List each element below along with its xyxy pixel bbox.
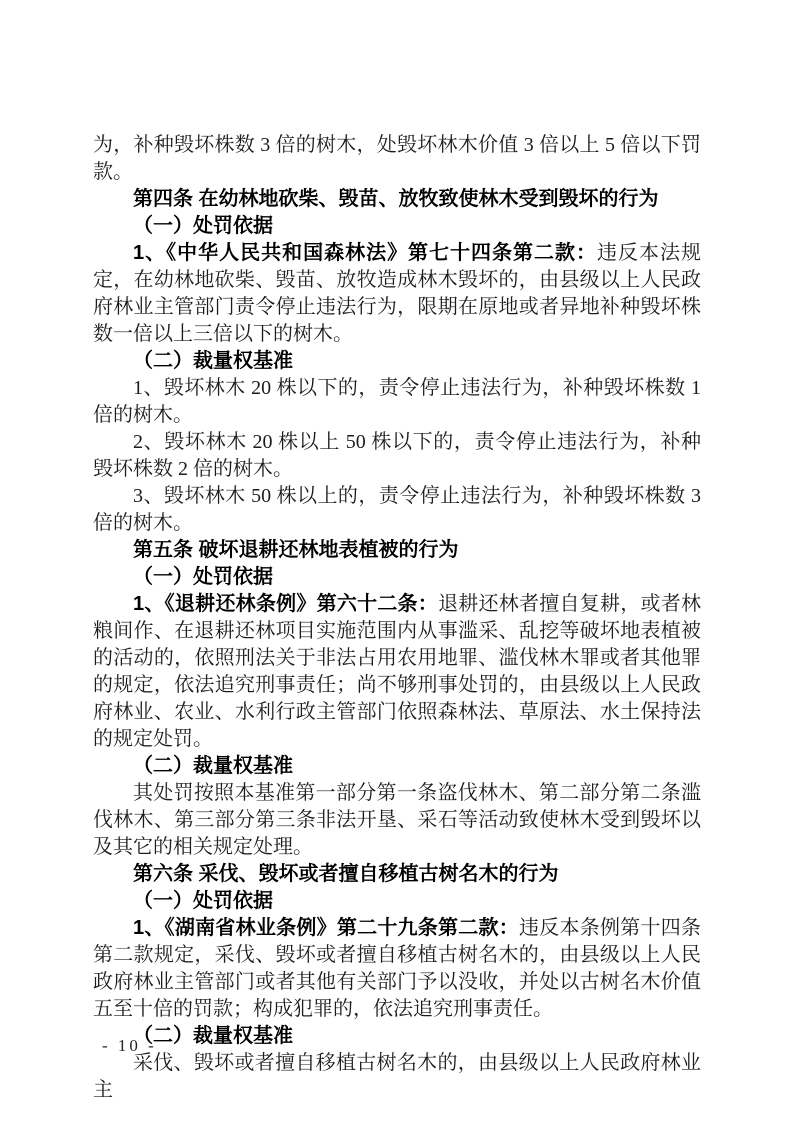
sub-heading xyxy=(93,348,701,375)
section-heading xyxy=(93,861,701,888)
paragraph xyxy=(93,483,701,537)
paragraph-text: 3、毁坏林木 50 株以上的，责令停止违法行为，补种毁坏株数 3 倍的树木。 xyxy=(93,485,701,534)
paragraph-text: （二）裁量权基准 xyxy=(133,1025,293,1047)
paragraph-lead: 1、《中华人民共和国森林法》第七十四条第二款： xyxy=(133,242,598,264)
paragraph-text: 违反本条例第十四条第二款规定，采伐、毁坏或者擅自移植古树名木的，由县级以上人民政府林业主管部门或者其他有关部门予以没收，并处以古树名木价值五至十倍的罚款；构成犯罪的，依法追究刑事责任。 xyxy=(93,917,702,1020)
sub-heading xyxy=(93,213,701,240)
paragraph xyxy=(93,591,701,753)
paragraph-text: 采伐、毁坏或者擅自移植古树名木的，由县级以上人民政府林业主 xyxy=(93,1052,701,1101)
paragraph-text: 第五条 破坏退耕还林地表植被的行为 xyxy=(133,539,459,561)
paragraph-text: 第六条 采伐、毁坏或者擅自移植古树名木的行为 xyxy=(133,863,559,885)
paragraph xyxy=(93,429,701,483)
paragraph-text: （二）裁量权基准 xyxy=(133,755,293,777)
sub-heading xyxy=(93,888,701,915)
paragraph-text: 违反本法规定，在幼林地砍柴、毁苗、放牧造成林木毁坏的，由县级以上人民政府林业主管部门责令停止违法行为，限期在原地或者异地补种毁坏株数一倍以上三倍以下的树木。 xyxy=(93,242,702,345)
sub-heading xyxy=(93,1023,701,1050)
paragraph-lead: 1、《退耕还林条例》第六十二条： xyxy=(133,593,439,615)
paragraph xyxy=(93,375,701,429)
paragraph-text: 1、毁坏林木 20 株以下的，责令停止违法行为，补种毁坏株数 1 倍的树木。 xyxy=(93,377,701,426)
sub-heading xyxy=(93,564,701,591)
paragraph-text: 为，补种毁坏株数 3 倍的树木，处毁坏林木价值 3 倍以上 5 倍以下罚款。 xyxy=(93,134,701,183)
paragraph xyxy=(93,132,701,186)
paragraph-text: 其处罚按照本基准第一部分第一条盗伐林木、第二部分第二条滥伐林木、第三部分第三条非法开垦、采石等活动致使林木受到毁坏以及其它的相关规定处理。 xyxy=(93,782,701,858)
paragraph xyxy=(93,915,701,1023)
page-number: - 10 - xyxy=(102,1036,157,1055)
paragraph-text: （一）处罚依据 xyxy=(133,890,273,912)
paragraph-text: 2、毁坏林木 20 株以上 50 株以下的，责令停止违法行为，补种毁坏株数 2 倍的树木。 xyxy=(93,431,701,480)
paragraph-lead: 1、《湖南省林业条例》第二十九条第二款： xyxy=(133,917,520,939)
paragraph xyxy=(93,240,701,348)
section-heading xyxy=(93,186,701,213)
section-heading xyxy=(93,537,701,564)
paragraph-text: （一）处罚依据 xyxy=(133,566,273,588)
paragraph xyxy=(93,1050,701,1104)
paragraph-text: （一）处罚依据 xyxy=(133,215,273,237)
sub-heading xyxy=(93,753,701,780)
document-body xyxy=(93,132,701,1104)
paragraph-text: 退耕还林者擅自复耕，或者林粮间作、在退耕还林项目实施范围内从事滥采、乱挖等破坏地表植被的活动的，依照刑法关于非法占用农用地罪、滥伐林木罪或者其他罪的规定，依法追究刑事责任；尚不够刑事处罚的，由县级以上人民政府林业、农业、水利行政主管部门依照森林法、草原法、水土保持法的规定处罚。 xyxy=(93,593,702,750)
paragraph-text: 第四条 在幼林地砍柴、毁苗、放牧致使林木受到毁坏的行为 xyxy=(133,188,659,210)
paragraph xyxy=(93,780,701,861)
paragraph-text: （二）裁量权基准 xyxy=(133,350,293,372)
